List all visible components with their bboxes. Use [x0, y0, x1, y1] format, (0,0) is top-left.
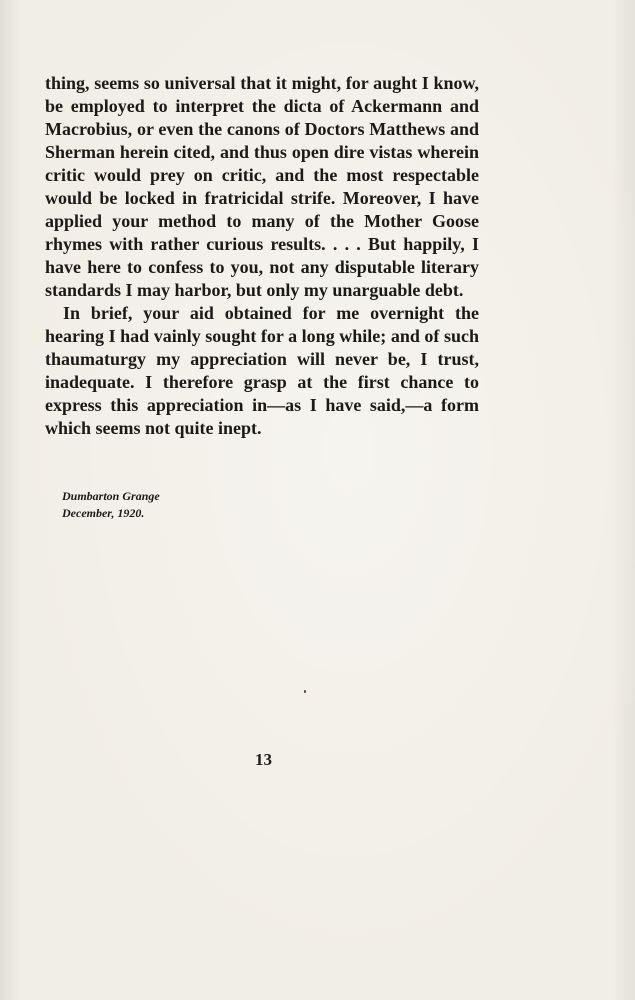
signoff-date: December, 1920. — [62, 506, 145, 520]
signoff — [62, 488, 160, 522]
body-text — [45, 72, 479, 440]
signoff-place: Dumbarton Grange — [62, 489, 160, 503]
paper-speck — [304, 690, 306, 693]
paragraph-continued: thing, seems so universal that it might, for aught I know, be employed to interpret the dicta of Ackermann and Macrobius, or even the canons of Doctors Matthews and Sherman herein cited, and thus open dire vistas wherein critic would prey on critic, and the most respectable would be locked in fratricidal strife. Moreover, I have applied your method to many of the Mother Goose rhymes with rather curious results. . . . But happily, I have here to confess to you, not any disputable literary standards I may harbor, but only my unarguable debt. — [45, 73, 479, 300]
paragraph-in-brief: In brief, your aid obtained for me overnight the hearing I had vainly sought for a long while; and of such thaumaturgy my appreciation will never be, I trust, inadequate. I therefore grasp at the first chance to express this appreciation in—as I have said,—a form which seems not quite inept. — [45, 303, 479, 438]
page-number: 13 — [255, 750, 272, 769]
